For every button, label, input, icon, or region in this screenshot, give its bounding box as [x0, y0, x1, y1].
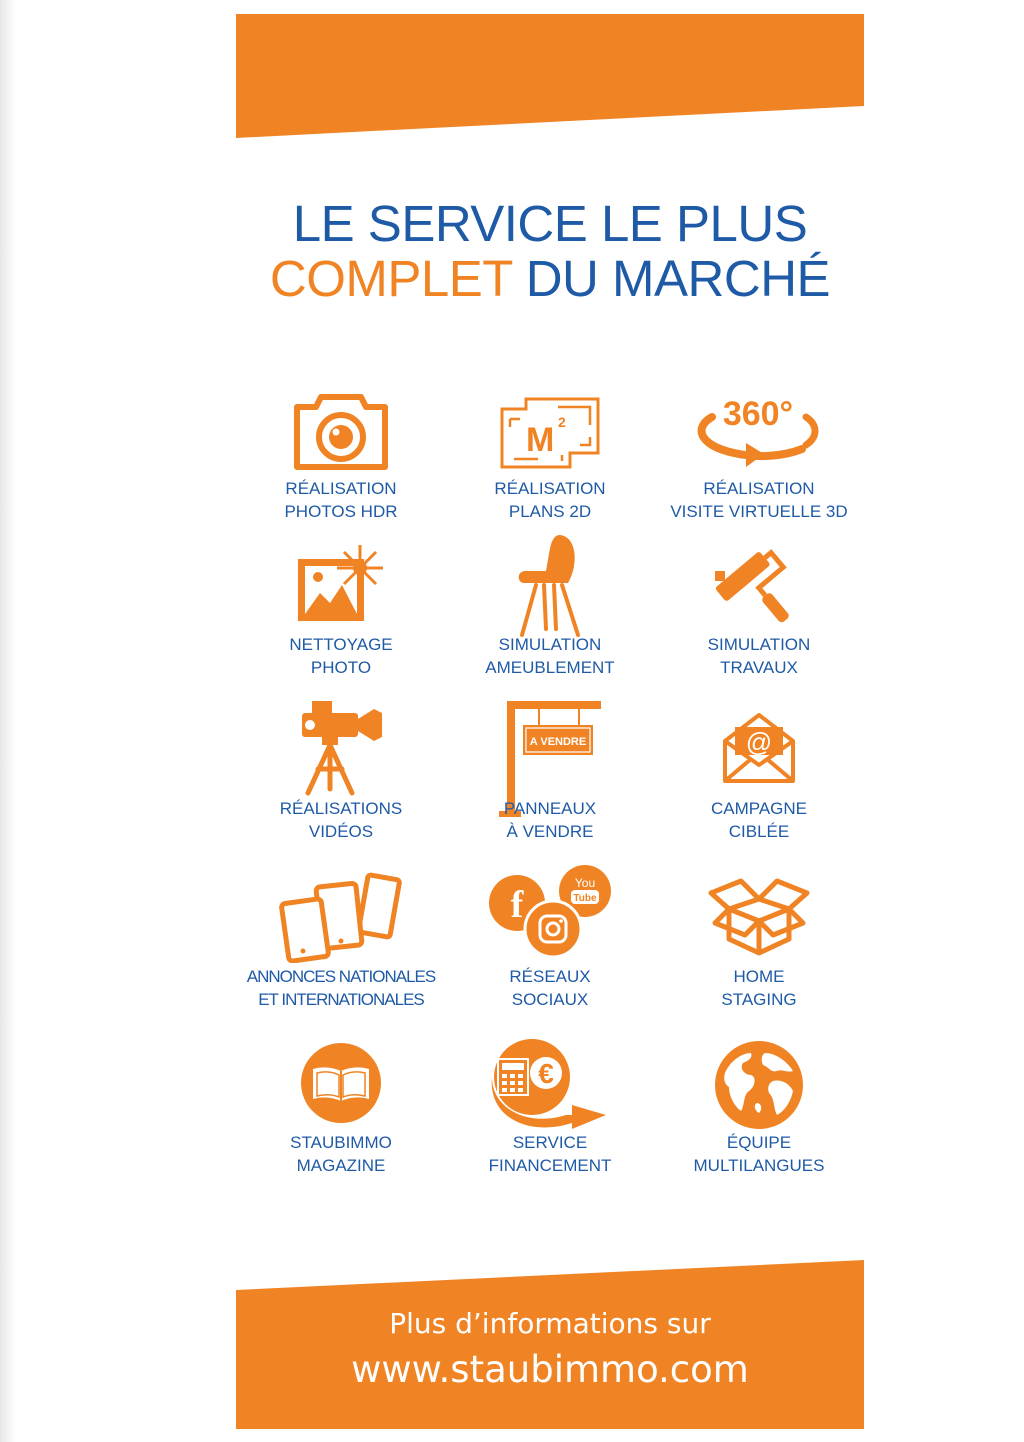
service-label: SERVICE FINANCEMENT — [488, 1133, 612, 1175]
magazine-book-icon — [299, 1041, 383, 1125]
page-title — [236, 196, 864, 306]
service-label: NETTOYAGE PHOTO — [289, 635, 393, 677]
svg-text:€: € — [538, 1058, 554, 1089]
floor-plan-icon — [498, 395, 602, 471]
globe-icon — [713, 1039, 805, 1131]
service-home-staging — [654, 864, 864, 1011]
service-realisations-videos — [236, 696, 446, 843]
service-magazine — [236, 1030, 446, 1177]
title-line-2-rest: DU MARCHÉ — [525, 250, 831, 307]
footer-website-link[interactable]: www.staubimmo.com — [351, 1348, 749, 1391]
service-label: STAUBIMMO MAGAZINE — [290, 1133, 392, 1175]
paint-roller-icon — [711, 537, 807, 633]
top-orange-banner — [0, 0, 1024, 140]
service-photos-hdr — [236, 376, 446, 523]
svg-text:@: @ — [745, 727, 773, 757]
title-highlight: COMPLET — [269, 250, 513, 307]
svg-text:Tube: Tube — [573, 893, 597, 904]
service-label: RÉALISATION PLANS 2D — [494, 479, 606, 521]
email-envelope-icon — [721, 711, 797, 785]
service-plans-2d — [445, 376, 655, 523]
svg-text:360°: 360° — [722, 395, 794, 433]
service-panneaux-a-vendre — [445, 696, 655, 843]
service-equipe-multilangues — [654, 1030, 864, 1177]
service-label: RÉALISATION VISITE VIRTUELLE 3D — [670, 479, 848, 521]
service-annonces — [236, 864, 446, 1011]
service-campagne-ciblee — [654, 696, 864, 843]
service-label: HOME STAGING — [721, 967, 797, 1009]
title-line-2 — [236, 251, 864, 306]
service-label: SIMULATION TRAVAUX — [707, 635, 811, 677]
video-camera-tripod-icon — [296, 697, 386, 797]
svg-text:A VENDRE: A VENDRE — [529, 736, 587, 748]
service-label: CAMPAGNE CIBLÉE — [710, 799, 808, 841]
open-box-icon — [707, 869, 811, 959]
svg-text:You: You — [574, 876, 596, 890]
service-visite-3d — [654, 376, 864, 523]
tablets-icon — [279, 871, 403, 963]
service-simulation-travaux — [654, 532, 864, 679]
chair-icon — [510, 531, 590, 641]
camera-icon — [291, 391, 391, 471]
service-nettoyage-photo — [236, 532, 446, 679]
calculator-euro-icon — [488, 1037, 612, 1129]
svg-text:f: f — [510, 884, 524, 926]
360-view-icon — [694, 387, 824, 471]
social-media-icon — [485, 863, 615, 959]
service-simulation-ameublement — [445, 532, 655, 679]
service-financement — [445, 1030, 655, 1177]
service-label: ANNONCES NATIONALES ET INTERNATIONALES — [246, 967, 436, 1009]
service-label: RÉALISATION PHOTOS HDR — [284, 479, 398, 521]
title-line-1: LE SERVICE LE PLUS — [292, 195, 808, 252]
footer-info-text: Plus d’informations sur — [389, 1307, 711, 1340]
service-label: RÉSEAUX SOCIAUX — [509, 967, 591, 1009]
service-label: ÉQUIPE MULTILANGUES — [693, 1133, 825, 1175]
page-edge-shadow — [0, 0, 16, 1442]
svg-text:M: M — [526, 421, 555, 459]
photo-sparkle-icon — [294, 539, 388, 627]
svg-text:2: 2 — [558, 414, 566, 430]
service-label: PANNEAUX À VENDRE — [503, 799, 597, 841]
service-label: RÉALISATIONS VIDÉOS — [279, 799, 403, 841]
service-label: SIMULATION AMEUBLEMENT — [485, 635, 615, 677]
service-reseaux-sociaux — [445, 864, 655, 1011]
